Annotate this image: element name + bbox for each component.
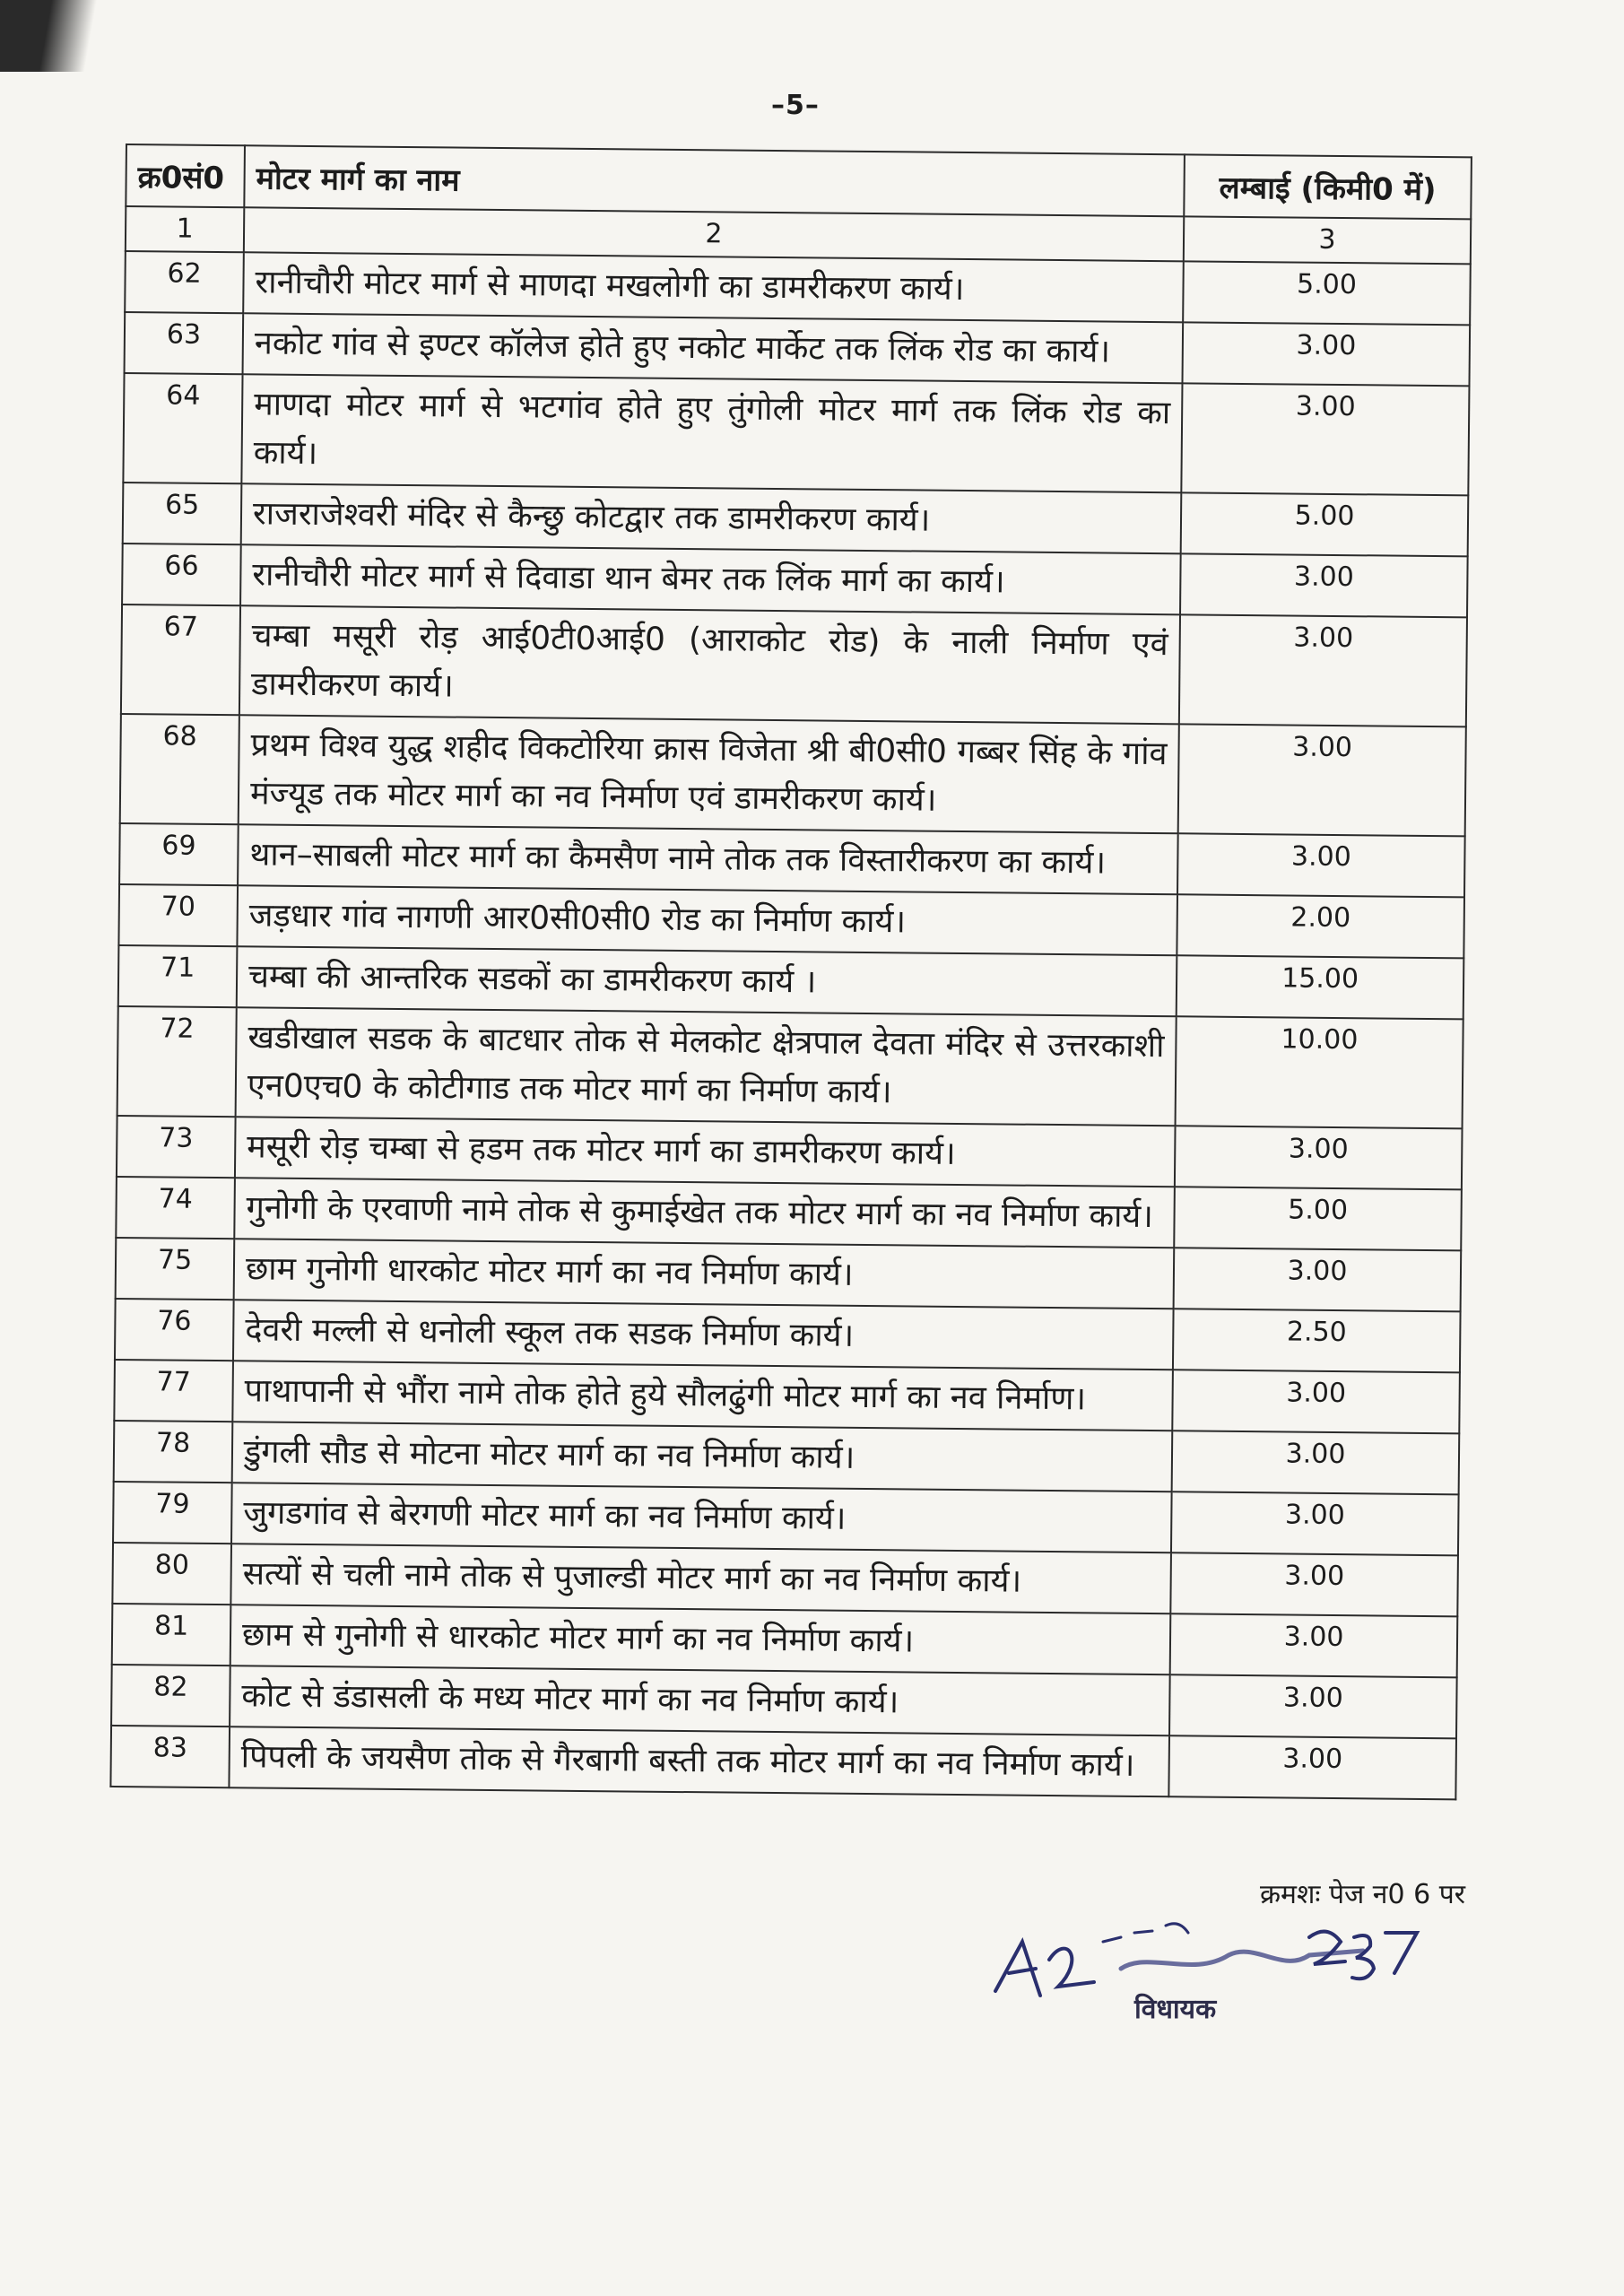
row-length: 3.00 — [1174, 1248, 1462, 1311]
row-road-name: रानीचौरी मोटर मार्ग से दिवाडा थान बेमर तक लिंक मार्ग का कार्य। — [240, 544, 1181, 614]
row-road-name: जुगडगांव से बेरगणी मोटर मार्ग का नव निर्माण कार्य। — [231, 1483, 1172, 1552]
row-road-name: नकोट गांव से इण्टर कॉलेज होते हुए नकोट मार्केट तक लिंक रोड का कार्य। — [243, 313, 1184, 383]
row-length: 3.00 — [1169, 1674, 1457, 1738]
column-number-name: 2 — [244, 207, 1184, 261]
row-sno: 80 — [112, 1543, 231, 1605]
row-length: 3.00 — [1175, 1126, 1463, 1189]
row-length: 3.00 — [1177, 833, 1465, 897]
row-length: 5.00 — [1181, 492, 1469, 556]
row-sno: 66 — [122, 544, 241, 605]
row-length: 3.00 — [1168, 1735, 1456, 1799]
continued-note: क्रमशः पेज न0 6 पर — [1260, 1879, 1466, 1910]
row-road-name: डुंगली सौड से मोटना मोटर मार्ग का नव निर्माण कार्य। — [232, 1422, 1173, 1492]
row-road-name: चम्बा की आन्तरिक सडकों का डामरीकरण कार्य । — [237, 946, 1177, 1016]
header-length: लम्बाई (किमी0 में) — [1184, 154, 1472, 219]
table-row — [120, 714, 1466, 836]
row-sno: 69 — [119, 823, 239, 885]
motor-roads-table — [109, 144, 1472, 1800]
row-sno: 62 — [125, 251, 244, 313]
row-sno: 68 — [120, 714, 239, 824]
column-number-sno: 1 — [126, 206, 244, 252]
row-sno: 79 — [113, 1482, 232, 1544]
row-length: 3.00 — [1179, 614, 1467, 726]
row-sno: 74 — [116, 1177, 235, 1239]
row-length: 10.00 — [1176, 1016, 1463, 1128]
row-length: 2.00 — [1177, 894, 1464, 958]
row-sno: 81 — [112, 1604, 231, 1665]
row-length: 3.00 — [1170, 1613, 1458, 1677]
table-row — [117, 1006, 1463, 1128]
table-row — [110, 1726, 1456, 1799]
row-length: 3.00 — [1171, 1492, 1459, 1555]
row-sno: 73 — [117, 1116, 236, 1178]
row-length: 3.00 — [1182, 322, 1470, 386]
row-road-name: चम्बा मसूरी रोड़ आई0टी0आई0 (आराकोट रोड) के नाली निर्माण एवं डामरीकरण कार्य। — [239, 605, 1180, 724]
row-road-name: राजराजेश्वरी मंदिर से कैन्छु कोटद्वार तक डामरीकरण कार्य। — [241, 483, 1182, 553]
row-length: 5.00 — [1174, 1187, 1462, 1250]
row-length: 3.00 — [1172, 1431, 1460, 1494]
table-row — [123, 373, 1469, 495]
row-road-name: पिपली के जयसैण तोक से गैरबागी बस्ती तक मोटर मार्ग का नव निर्माण कार्य। — [229, 1726, 1169, 1796]
row-sno: 83 — [110, 1726, 230, 1787]
row-road-name: छाम से गुनोगी से धारकोट मोटर मार्ग का नव निर्माण कार्य। — [230, 1605, 1171, 1674]
row-sno: 64 — [123, 373, 242, 483]
row-road-name: सत्यों से चली नामे तोक से पुजाल्डी मोटर मार्ग का नव निर्माण कार्य। — [230, 1544, 1171, 1613]
row-sno: 76 — [115, 1299, 234, 1361]
row-sno: 63 — [125, 312, 244, 374]
row-road-name: देवरी मल्ली से धनोली स्कूल तक सडक निर्माण कार्य। — [233, 1300, 1174, 1370]
column-number-length: 3 — [1184, 216, 1471, 264]
row-sno: 78 — [114, 1421, 233, 1483]
row-sno: 75 — [116, 1238, 235, 1300]
table-row — [121, 604, 1467, 726]
row-road-name: कोट से डंडासली के मध्य मोटर मार्ग का नव निर्माण कार्य। — [230, 1665, 1170, 1735]
row-sno: 67 — [121, 604, 240, 715]
row-length: 2.50 — [1173, 1309, 1461, 1372]
designation-mla: विधायक — [1134, 1994, 1217, 2025]
row-road-name: मसूरी रोड़ चम्बा से हडम तक मोटर मार्ग का डामरीकरण कार्य। — [235, 1117, 1176, 1187]
row-length: 3.00 — [1180, 553, 1468, 617]
row-road-name: छाम गुनोगी धारकोट मोटर मार्ग का नव निर्माण कार्य। — [234, 1239, 1175, 1309]
row-sno: 77 — [114, 1360, 233, 1422]
page-edge-shadow — [0, 0, 117, 72]
row-road-name: गुनोगी के एरवाणी नामे तोक से कुमाईखेत तक मोटर मार्ग का नव निर्माण कार्य। — [234, 1178, 1175, 1248]
row-road-name: खडीखाल सडक के बाटधार तोक से मेलकोट क्षेत्रपाल देवता मंदिर से उत्तरकाशी एन0एच0 के कोटीगाड तक मोटर मार्ग का निर्माण कार्य। — [236, 1007, 1177, 1126]
row-sno: 82 — [111, 1665, 230, 1726]
row-sno: 71 — [118, 945, 238, 1007]
row-road-name: प्रथम विश्व युद्ध शहीद विकटोरिया क्रास विजेता श्री बी0सी0 गब्बर सिंह के गांव मंज्यूड तक मोटर मार्ग का नव निर्माण एवं डामरीकरण कार्य। — [239, 715, 1179, 833]
row-length: 3.00 — [1178, 724, 1466, 836]
row-length: 15.00 — [1177, 955, 1464, 1019]
row-road-name: जड़धार गांव नागणी आर0सी0सी0 रोड का निर्माण कार्य। — [237, 885, 1177, 955]
page-number: –5– — [771, 90, 820, 121]
row-sno: 65 — [123, 483, 242, 544]
header-sno: क्र0सं0 — [126, 144, 245, 207]
row-length: 5.00 — [1183, 261, 1471, 325]
header-road-name: मोटर मार्ग का नाम — [244, 145, 1185, 216]
row-length: 3.00 — [1172, 1370, 1460, 1433]
row-length: 3.00 — [1170, 1552, 1458, 1616]
row-road-name: रानीचौरी मोटर मार्ग से माणदा मखलोगी का डामरीकरण कार्य। — [243, 252, 1184, 322]
row-road-name: थान–साबली मोटर मार्ग का कैमसैण नामे तोक तक विस्तारीकरण का कार्य। — [238, 824, 1178, 894]
row-length: 3.00 — [1181, 383, 1469, 495]
row-road-name: पाथापानी से भौंरा नामे तोक होते हुये सौलढुंगी मोटर मार्ग का नव निर्माण। — [232, 1361, 1173, 1431]
row-sno: 72 — [117, 1006, 237, 1117]
row-sno: 70 — [118, 884, 238, 946]
row-road-name: माणदा मोटर मार्ग से भटगांव होते हुए तुंगोली मोटर मार्ग तक लिंक रोड का कार्य। — [241, 374, 1182, 492]
